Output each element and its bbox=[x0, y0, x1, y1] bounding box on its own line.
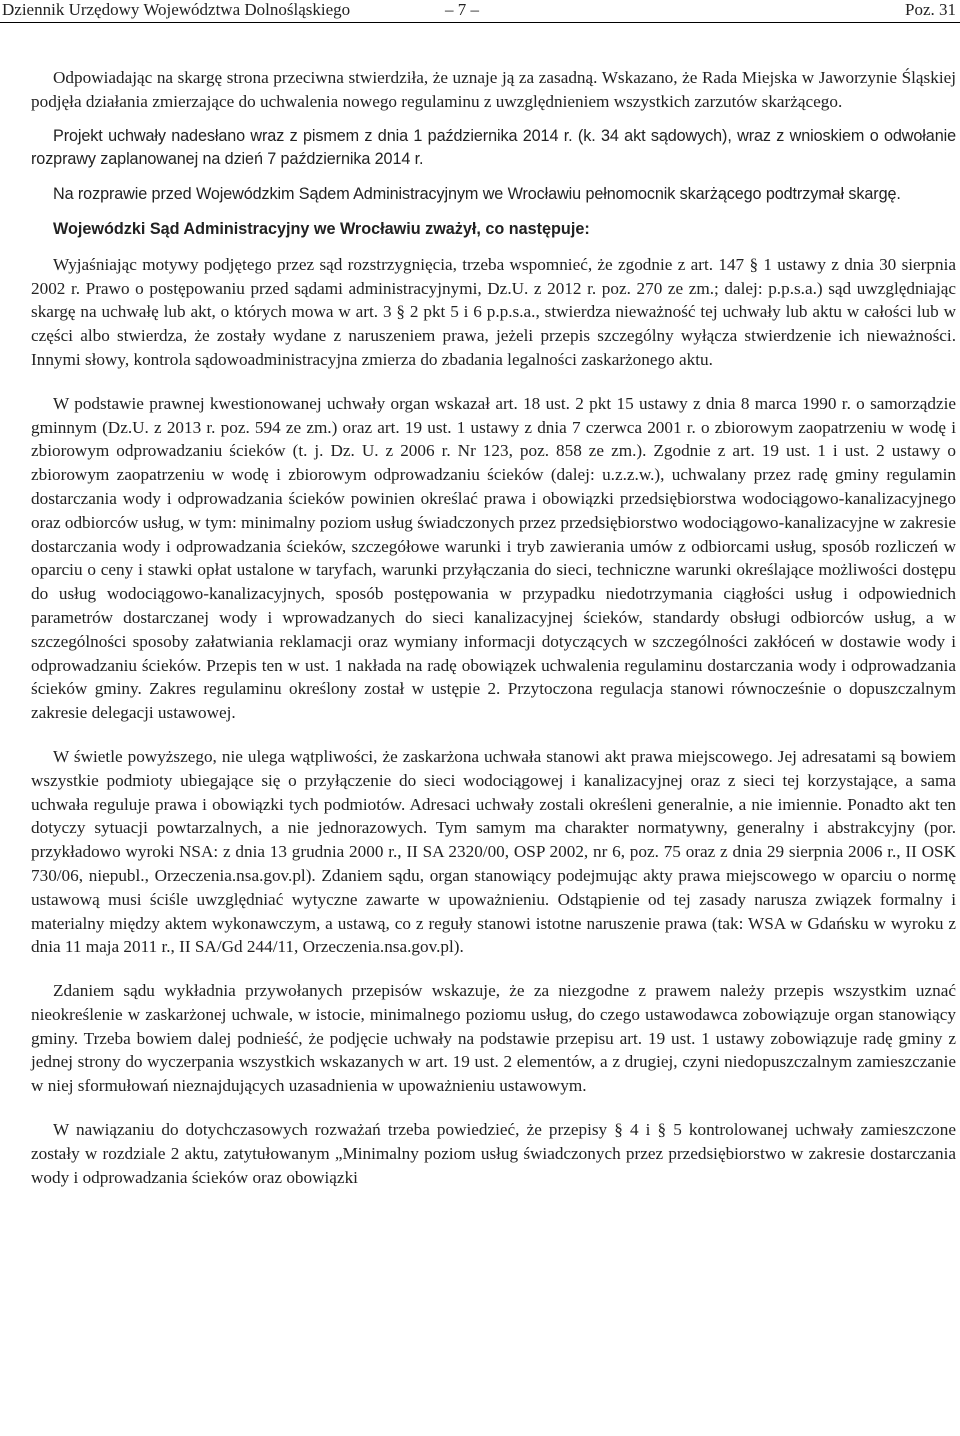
paragraph-draft-resolution: Projekt uchwały nadesłano wraz z pismem z dnia 1 października 2014 r. (k. 34 akt sądowych), wraz z wnioskiem o odwołanie rozprawy zaplanowanej na dzień 7 października 2014 r. bbox=[31, 126, 956, 169]
paragraph-hearing: Na rozprawie przed Wojewódzkim Sądem Administracyjnym we Wrocławiu pełnomocnik skarżącego podtrzymał skargę. bbox=[53, 185, 901, 204]
page-number: – 7 – bbox=[445, 0, 479, 19]
paragraph-response: Odpowiadając na skargę strona przeciwna stwierdziła, że uznaje ją za zasadną. Wskazano, że Rada Miejska w Jaworzynie Śląskiej podjęła działania zmierzające do uchwalenia nowego regulaminu z uwzględnieniem wszystkich zarzutów skarżącego. bbox=[31, 68, 956, 111]
paragraph-legal-basis-resolution: W podstawie prawnej kwestionowanej uchwały organ wskazał art. 18 ust. 2 pkt 15 ustawy z dnia 8 marca 1990 r. o samorządzie gminnym (Dz.U. z 2013 r. poz. 594 ze zm.) oraz art. 19 ust. 1 ustawy z dnia 7 czerwca 2001 r. o zbiorowym zaopatrzeniu w wodę i zbiorowym odprowadzaniu ścieków (t. j. Dz. U. z 2006 r. Nr 123, poz. 858 ze zm.). Zgodnie z art. 19 ust. 1 i ust. 2 ustawy o zbiorowym zaopatrzeniu w wodę i zbiorowym odprowadzaniu ścieków (dalej: u.z.z.w.), uchwalany przez radę gminy regulamin dostarczania wody i odprowadzania ścieków powinien określać prawa i obowiązki przedsiębiorstwa wodociągowo-kanalizacyjnego oraz odbiorców usług, w tym: minimalny poziom usług świadczonych przez przedsiębiorstwo wodociągowo-kanalizacyjne w zakresie dostarczania wody i odprowadzania ścieków, szczegółowe warunki i tryb zawierania umów z odbiorcami usług, sposób rozliczeń w oparciu o ceny i stawki opłat ustalone w taryfach, warunki przyłączania do sieci, techniczne warunki określające możliwości dostępu do usług wodociągowo-kanalizacyjnych, sposób postępowania w przypadku niedotrzymania ciągłości usług i odpowiednich parametrów dostarczanej wody i wprowadzanych do sieci kanalizacyjnej ścieków, standardy obsługi odbiorców usług, a w szczególności sposoby załatwiania reklamacji oraz wymiany informacji dotyczących w szczególności zakłóceń w dostawie wody i odprowadzaniu ścieków. Przepis ten w ust. 1 nakłada na radę obowiązek uchwalenia regulaminu dostarczania wody i odprowadzania ścieków gminy. Zakres regulaminu określony został w ustępie 2. Przytoczona regulacja stanowi równocześnie o dopuszczalnym zakresie delegacji ustawowej. bbox=[31, 393, 956, 723]
paragraph-court-opinion: Zdaniem sądu wykładnia przywołanych przepisów wskazuje, że za niezgodne z prawem należy przepis wszystkim uznać nieokreślenie w zaskarżonej uchwale, w istocie, minimalnego poziomu usług, do czego ustawodawca zobowiązuje organ stanowiący gminy. Trzeba bowiem dalej podnieść, że podjęcie uchwały na podstawie przepisu art. 19 ust. 1 ustawy zobowiązuje radę gminy z jednej strony do wyczerpania wszystkich wskazanych w art. 19 ust. 2 elementów, a z drugiej, czyni niedopuszczalnym zamieszczanie w niej sformułowań nieznajdujących uzasadnienia w upoważnieniu ustawowym. bbox=[31, 981, 956, 1096]
document-body bbox=[31, 66, 956, 1200]
paragraph-local-law: W świetle powyższego, nie ulega wątpliwości, że zaskarżona uchwała stanowi akt prawa miejscowego. Jej adresatami są bowiem wszystkie podmioty ubiegające się o przyłączenie do sieci wodociągowej i kanalizacyjnej oraz z sieci tej korzystające, a sama uchwała reguluje prawa i obowiązki tych podmiotów. Adresaci uchwały zostali określeni generalnie, a nie imiennie. Ponadto akt ten dotyczy sytuacji powtarzalnych, a nie jednorazowych. Tym samym ma charakter normatywny, generalny i abstrakcyjny (por. przykładowo wyroki NSA: z dnia 13 grudnia 2000 r., II SA 2320/00, OSP 2002, nr 6, poz. 75 oraz z dnia 29 sierpnia 2006 r., II OSK 730/06, niepubl., Orzeczenia.nsa.gov.pl). Zdaniem sądu, organ stanowiący podejmując akty prawa miejscowego w oparciu o normę ustawową musi ściśle uwzględniać wytyczne zawarte w upoważnieniu. Odstąpienie od tej zasady narusza związek formalny i materialny między aktem wykonawczym, a ustawą, co z reguły stanowi istotne naruszenie prawa (tak: WSA w Gdańsku w wyroku z dnia 11 maja 2011 r., II SA/Gd 244/11, Orzeczenia.nsa.gov.pl). bbox=[31, 746, 956, 957]
journal-title: Dziennik Urzędowy Województwa Dolnośląskiego bbox=[2, 0, 351, 19]
page-header bbox=[0, 0, 960, 23]
position-number: Poz. 31 bbox=[905, 0, 956, 19]
paragraph-continuation: W nawiązaniu do dotychczasowych rozważań trzeba powiedzieć, że przepisy § 4 i § 5 kontrolowanej uchwały zamieszczone zostały w rozdziale 2 aktu, zatytułowanym „Minimalny poziom usług świadczonych przez przedsiębiorstwo w zakresie dostarczania wody i odprowadzania ścieków oraz obowiązki bbox=[31, 1120, 956, 1187]
paragraph-legal-basis-review: Wyjaśniając motywy podjętego przez sąd rozstrzygnięcia, trzeba wspomnieć, że zgodnie z art. 147 § 1 ustawy z dnia 30 sierpnia 2002 r. Prawo o postępowaniu przed sądami administracyjnymi, Dz.U. z 2012 r. poz. 270 ze zm.; dalej: p.p.s.a.) sąd uwzględniając skargę na uchwałę lub akt, o których mowa w art. 3 § 2 pkt 5 i 6 p.p.s.a., stwierdza nieważność tej uchwały lub aktu w całości lub w części albo stwierdza, że zostały wydane z naruszeniem prawa, jeżeli przepis szczególny wyłącza stwierdzenie ich nieważności. Innymi słowy, kontrola sądowoadministracyjna zmierza do zbadania legalności zaskarżonego aktu. bbox=[31, 254, 956, 369]
section-heading: Wojewódzki Sąd Administracyjny we Wrocławiu zważył, co następuje: bbox=[53, 219, 590, 238]
